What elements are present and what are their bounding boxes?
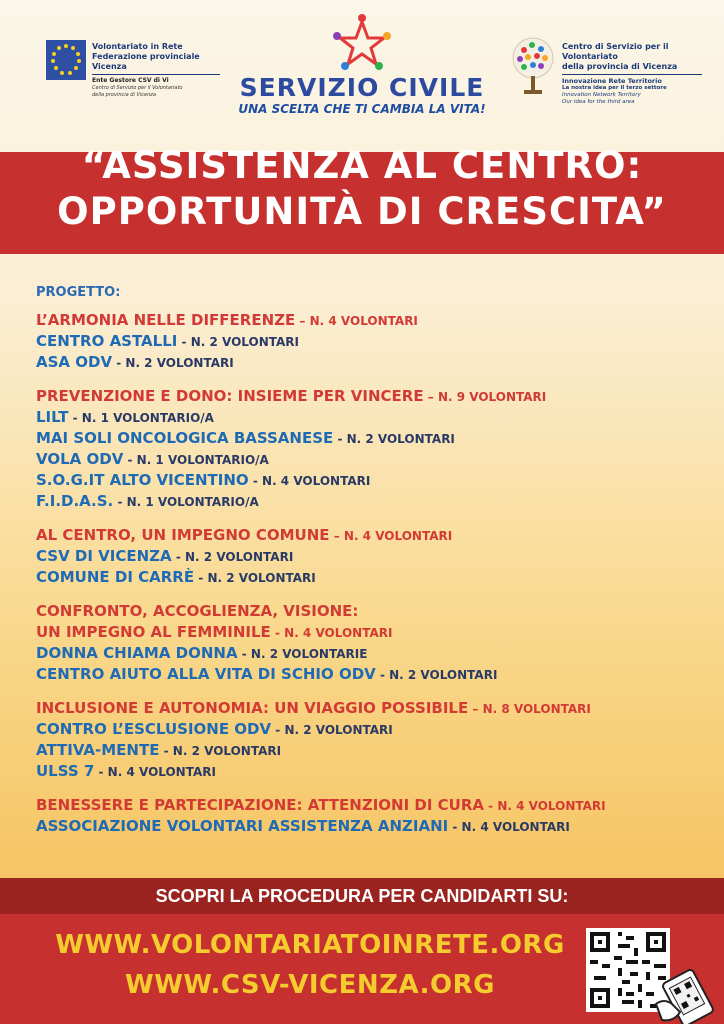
project-title-line: [36, 525, 716, 546]
organization-line: [36, 567, 716, 588]
project-name: PREVENZIONE E DONO: INSIEME PER VINCERE: [36, 387, 424, 405]
organization-name: CENTRO AIUTO ALLA VITA DI SCHIO ODV: [36, 665, 376, 683]
project-name: UN IMPEGNO AL FEMMINILE: [36, 623, 271, 641]
organization-name: VOLA ODV: [36, 450, 124, 468]
csv-vicenza-logo: [508, 36, 708, 105]
eu-stars-icon: [46, 40, 86, 80]
organization-line: [36, 331, 716, 352]
organization-line: [36, 470, 716, 491]
star-people-icon: [332, 12, 392, 72]
right-logo-line5: Innovation Network Territory: [562, 92, 641, 98]
volunteer-count: - N. 2 VOLONTARI: [177, 335, 299, 349]
volunteer-count: - N. 1 VOLONTARIO/A: [68, 411, 214, 425]
project-group: [36, 601, 716, 685]
organization-line: [36, 816, 716, 837]
organization-line: [36, 664, 716, 685]
organization-line: [36, 761, 716, 782]
organization-name: DONNA CHIAMA DONNA: [36, 644, 238, 662]
organization-line: [36, 428, 716, 449]
left-logo-line3: Ente Gestore CSV di Vi: [92, 77, 169, 84]
volunteer-count: - N. 4 VOLONTARI: [270, 626, 393, 640]
project-group: [36, 795, 716, 837]
right-logo-line3: Innovazione Rete Territorio: [562, 77, 662, 85]
tree-icon: [510, 36, 556, 98]
url-csv-vicenza[interactable]: WWW.CSV-VICENZA.ORG: [125, 970, 495, 1000]
organization-line: [36, 546, 716, 567]
right-logo-divider: [562, 74, 702, 75]
organization-name: ATTIVA-MENTE: [36, 741, 160, 759]
project-group: [36, 386, 716, 512]
project-title-line: [36, 622, 716, 643]
volunteer-count: - N. 2 VOLONTARI: [112, 356, 234, 370]
volunteer-count: - N. 2 VOLONTARI: [333, 432, 455, 446]
project-title-line: [36, 698, 716, 719]
organization-name: ULSS 7: [36, 762, 95, 780]
project-group: [36, 525, 716, 588]
organization-name: F.I.D.A.S.: [36, 492, 114, 510]
organization-line: [36, 740, 716, 761]
volunteer-count: - N. 4 VOLONTARI: [248, 474, 371, 488]
project-title-line: [36, 310, 716, 331]
organization-line: [36, 643, 716, 664]
headline-line1: “ASSISTENZA AL CENTRO:: [81, 144, 643, 187]
organization-name: LILT: [36, 408, 69, 426]
progetto-label: PROGETTO:: [36, 285, 121, 300]
volunteer-count: - N. 2 VOLONTARI: [375, 668, 498, 682]
volunteer-count: - N. 2 VOLONTARI: [159, 744, 282, 758]
volunteer-count: - N. 2 VOLONTARIE: [237, 647, 368, 661]
project-name: INCLUSIONE E AUTONOMIA: UN VIAGGIO POSSIBILE: [36, 699, 469, 717]
volunteer-count: - N. 1 VOLONTARIO/A: [113, 495, 259, 509]
project-name: AL CENTRO, UN IMPEGNO COMUNE: [36, 526, 330, 544]
servizio-civile-logo: [222, 12, 502, 122]
left-logo-text: [92, 42, 222, 99]
left-logo-line1: Volontariato in Rete: [92, 42, 183, 51]
headline-line2: OPPORTUNITÀ DI CRESCITA”: [57, 190, 667, 233]
organization-name: MAI SOLI ONCOLOGICA BASSANESE: [36, 429, 334, 447]
organization-name: CONTRO L’ESCLUSIONE ODV: [36, 720, 272, 738]
organization-line: [36, 449, 716, 470]
volontariato-in-rete-logo: [46, 36, 221, 96]
project-title-line: [36, 601, 716, 622]
servizio-civile-subtitle: UNA SCELTA CHE TI CAMBIA LA VITA!: [238, 102, 486, 116]
phone-scan-icon: [650, 964, 724, 1024]
volunteer-count: – N. 4 VOLONTARI: [329, 529, 453, 543]
volunteer-count: – N. 9 VOLONTARI: [423, 390, 547, 404]
organization-name: CSV DI VICENZA: [36, 547, 172, 565]
project-name: CONFRONTO, ACCOGLIENZA, VISIONE:: [36, 602, 359, 620]
right-logo-line1: Centro di Servizio per il Volontariato: [562, 42, 669, 61]
organization-line: [36, 352, 716, 373]
project-title-line: [36, 386, 716, 407]
volunteer-count: - N. 4 VOLONTARI: [484, 799, 606, 813]
left-logo-divider: [92, 74, 220, 75]
left-logo-line2: Federazione provinciale Vicenza: [92, 52, 200, 71]
volunteer-count: – N. 4 VOLONTARI: [295, 314, 418, 328]
volunteer-count: – N. 8 VOLONTARI: [468, 702, 591, 716]
right-logo-line6: Our idea for the third area: [562, 99, 635, 105]
volunteer-count: - N. 4 VOLONTARI: [94, 765, 216, 779]
project-groups: [36, 310, 716, 837]
project-name: BENESSERE E PARTECIPAZIONE: ATTENZIONI DI CURA: [36, 796, 484, 814]
volunteer-count: - N. 2 VOLONTARI: [194, 571, 316, 585]
organization-name: ASA ODV: [36, 353, 113, 371]
servizio-civile-title: SERVIZIO CIVILE: [239, 73, 485, 102]
left-logo-line5: della provincia di Vicenza: [92, 92, 156, 98]
url-volontariatoinrete[interactable]: WWW.VOLONTARIATOINRETE.ORG: [55, 930, 565, 960]
volunteer-count: - N. 4 VOLONTARI: [448, 820, 570, 834]
organization-line: [36, 407, 716, 428]
project-group: [36, 698, 716, 782]
volunteer-count: - N. 2 VOLONTARI: [271, 723, 393, 737]
project-group: [36, 310, 716, 373]
right-logo-line4: La nostra idea per il terzo settore: [562, 85, 667, 91]
cta-text: SCOPRI LA PROCEDURA PER CANDIDARTI SU:: [155, 886, 569, 906]
headline: [0, 143, 724, 235]
left-logo-line4: Centro di Servizio per il Volontariato: [92, 85, 183, 91]
organization-name: COMUNE DI CARRÈ: [36, 568, 195, 586]
project-title-line: [36, 795, 716, 816]
organization-name: CENTRO ASTALLI: [36, 332, 178, 350]
volunteer-count: - N. 2 VOLONTARI: [171, 550, 294, 564]
project-list: [36, 285, 716, 850]
organization-name: S.O.G.IT ALTO VICENTINO: [36, 471, 249, 489]
organization-name: ASSOCIAZIONE VOLONTARI ASSISTENZA ANZIANI: [36, 817, 449, 835]
right-logo-line2: della provincia di Vicenza: [562, 62, 678, 71]
organization-line: [36, 719, 716, 740]
volunteer-count: - N. 1 VOLONTARIO/A: [123, 453, 269, 467]
project-name: L’ARMONIA NELLE DIFFERENZE: [36, 311, 296, 329]
right-logo-text: [562, 42, 708, 106]
organization-line: [36, 491, 716, 512]
